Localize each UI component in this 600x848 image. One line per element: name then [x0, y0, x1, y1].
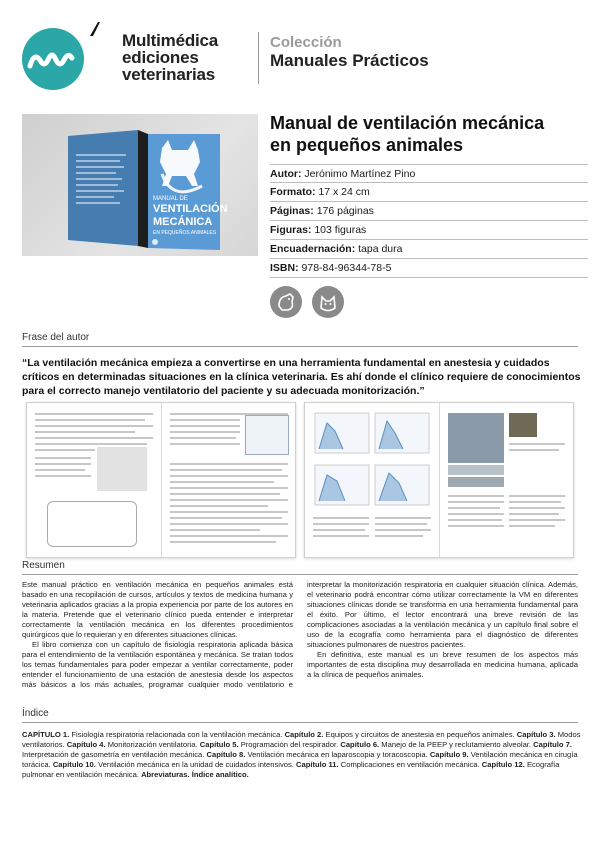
publisher-name-line-3: veterinarias	[122, 65, 216, 84]
cover-title-line-3: MECÁNICA	[153, 216, 213, 228]
toc-entry-13: Abreviaturas.	[141, 770, 190, 779]
sample-spread-right	[304, 402, 574, 558]
toc-entry-1: CAPÍTULO 1. Fisiología respiratoria relacionada con la ventilación mecánica.	[22, 730, 283, 739]
publisher-name	[122, 32, 218, 83]
summary-paragraph-1: Este manual práctico en ventilación mecánica en pequeños animales está basado en una recopilación de cursos, artículos y textos de medicina humana y veterinaria aplicados gracias a la propia experiencia por parte de los autores en la materia. Pretende que el veterinario clínico pueda entender e interpretar correctamente la ventilación mecánica en los diferentes procedimientos quirúrgicos que lo requieran y en diferentes situaciones clínicas.	[22, 580, 293, 639]
toc-entry-9: Capítulo 9. Ventilación mecánica en cirugía torácica.	[22, 750, 578, 769]
toc-entry-2: Capítulo 2. Equipos y circuitos de anestesia en pequeños animales.	[284, 730, 515, 739]
toc-entry-12: Capítulo 12. Ecografía pulmonar en ventilación mecánica.	[22, 760, 560, 779]
cover-title-line-1: MANUAL DE	[153, 196, 188, 202]
spec-figures-key: Figuras:	[270, 224, 312, 236]
toc-entry-7: Capítulo 7. Interpretación de gasometría en ventilación mecánica.	[22, 740, 572, 759]
book-cover-image	[22, 114, 258, 256]
wave-icon	[22, 28, 84, 90]
summary-section-label: Resumen	[22, 560, 65, 571]
toc-entry-10: Capítulo 10. Ventilación mecánica en la unidad de cuidados intensivos.	[52, 760, 294, 769]
spec-pages-value: 176 páginas	[316, 205, 374, 217]
toc-entry-6: Capítulo 6. Manejo de la PEEP y reclutamiento alveolar.	[340, 740, 532, 749]
book-specs	[270, 164, 588, 278]
publisher-name-line-2: ediciones	[122, 48, 199, 67]
spec-figures-value: 103 figuras	[314, 224, 367, 236]
spec-pages-key: Páginas:	[270, 205, 314, 217]
book-title	[270, 112, 590, 156]
spec-binding-key: Encuadernación:	[270, 243, 356, 255]
toc-entry-3: Capítulo 3. Modos ventilatorios.	[22, 730, 581, 749]
toc-entry-14: Índice analítico.	[191, 770, 249, 779]
quote-divider	[22, 346, 578, 347]
sample-spread-left	[26, 402, 296, 558]
book-title-line-1: Manual de ventilación mecánica	[270, 113, 545, 133]
cover-title-line-4: EN PEQUEÑOS ANIMALES	[153, 230, 217, 236]
spec-isbn-value: 978-84-96344-78-5	[301, 262, 392, 274]
toc-entry-8: Capítulo 8. Ventilación mecánica en laparoscopia y toracoscopia.	[206, 750, 428, 759]
spec-format-key: Formato:	[270, 186, 316, 198]
spec-pages	[270, 202, 588, 221]
index-section-label: Índice	[22, 708, 49, 719]
cat-icon	[312, 286, 344, 318]
toc-entry-5: Capítulo 5. Programación del respirador.	[199, 740, 339, 749]
toc-entry-4: Capítulo 4. Monitorización ventilatoria.	[66, 740, 198, 749]
author-quote: “La ventilación mecánica empieza a convertirse en una herramienta fundamental en anestesia y cuidados críticos en determinadas situaciones en la clínica veterinaria. Es ahí donde el clínico requiere de conocimientos para el correcto manejo ventilatorio del paciente y su adecuada monitorización.”	[22, 357, 581, 397]
header-divider	[258, 32, 259, 84]
collection-label: Colección	[270, 34, 342, 51]
spec-isbn-key: ISBN:	[270, 262, 299, 274]
spec-author-value: Jerónimo Martínez Pino	[304, 168, 416, 180]
toc-entry-11: Capítulo 11. Complicaciones en ventilación mecánica.	[296, 760, 480, 769]
collection	[270, 34, 429, 71]
spec-binding-value: tapa dura	[358, 243, 403, 255]
book-title-line-2: en pequeños animales	[270, 135, 464, 155]
summary-text	[22, 580, 578, 690]
publisher-name-line-1: Multimédica	[122, 31, 219, 50]
spec-figures	[270, 221, 588, 240]
index-divider	[22, 722, 578, 723]
summary-divider	[22, 574, 578, 575]
summary-paragraph-3: En definitiva, este manual es un breve resumen de los aspectos más importantes de esta disciplina muy desarrollada en medicina humana, aplicada a la clínica de pequeños animales.	[307, 650, 578, 679]
table-of-contents	[22, 730, 582, 780]
spec-author	[270, 164, 588, 183]
spec-author-key: Autor:	[270, 168, 302, 180]
spec-binding	[270, 240, 588, 259]
dog-icon	[270, 286, 302, 318]
spec-format	[270, 183, 588, 202]
header	[22, 22, 582, 90]
quote-section-label: Frase del autor	[22, 332, 90, 343]
logo-accent-icon	[86, 22, 100, 36]
spec-isbn	[270, 259, 588, 278]
publisher-logo	[22, 28, 84, 90]
spec-format-value: 17 x 24 cm	[318, 186, 370, 198]
cover-title-line-2: VENTILACIÓN	[153, 203, 228, 215]
summary-paragraph-2: El libro comienza con un capítulo de fisiología respiratoria aplicada básica para el entendimiento de la ventilación espontánea y mecánica. Se tratan todos los temas fundamentales para poder empezar a ventilar correctamente, poder entender el funcionamiento de una estación de anestesia desde los aspectos más básicos a los más actuales, programar cualquier modo ventilatorio e interpretar la monitorización respiratoria en cualquier situación clínica. Además, el veterinario podrá encontrar cómo utilizar correctamente la VM en diferentes situaciones clínicas donde se transforma en una herramienta fundamental para el éxito. Por último, el lector encontrará una breve revisión de las complicaciones asociadas a la ventilación mecánica y un capítulo final sobre el uso de la ecografía como herramienta para el diagnóstico de diferentes situaciones pulmonares de nuestros pacientes.	[22, 580, 578, 689]
collection-name: Manuales Prácticos	[270, 51, 429, 70]
